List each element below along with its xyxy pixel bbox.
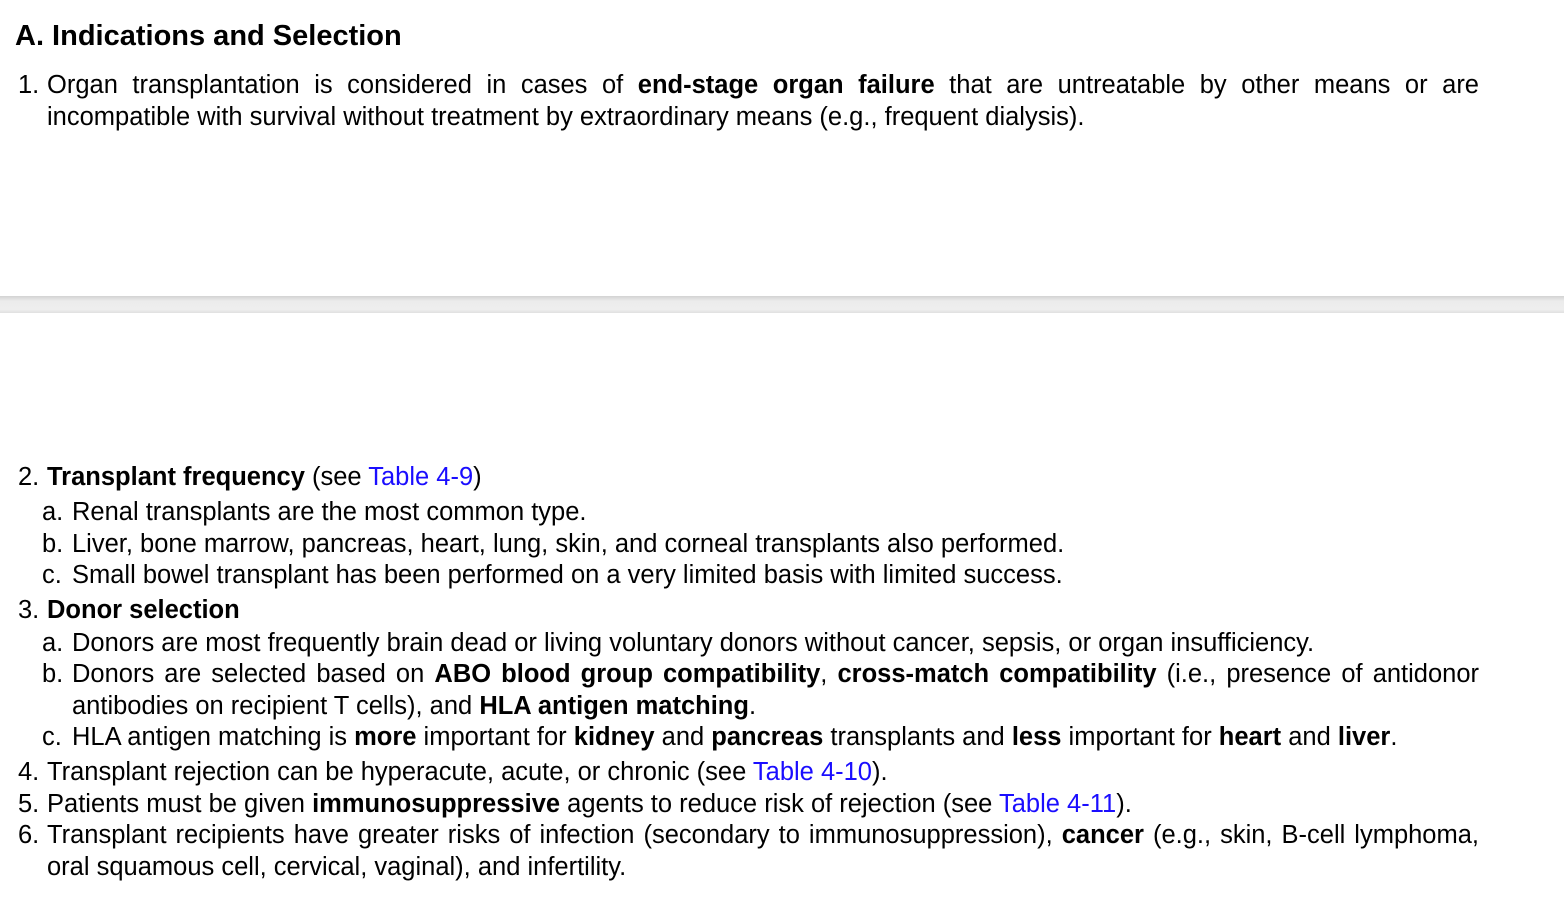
list-number: 6. bbox=[18, 821, 40, 849]
text-segment: Organ transplantation is considered in cases of bbox=[47, 71, 638, 99]
document-page-1 bbox=[0, 0, 1564, 296]
bold-term: immunosuppressive bbox=[312, 790, 561, 818]
text-segment: HLA antigen matching is bbox=[72, 723, 355, 751]
bold-term: ABO blood group compatibility bbox=[434, 660, 821, 688]
text-segment: and bbox=[654, 723, 712, 751]
text-segment: transplants and bbox=[823, 723, 1012, 751]
list-number: 2. bbox=[18, 463, 40, 491]
text-segment: (i.e., presence of antidonor antibodies on recipient T cells), and bbox=[72, 660, 1480, 720]
bold-term: end-stage organ failure bbox=[637, 71, 935, 99]
list-item-i2a bbox=[42, 497, 1479, 529]
text-segment: Transplant rejection can be hyperacute, acute, or chronic (see bbox=[47, 758, 753, 786]
text-segment: important for bbox=[416, 723, 574, 751]
text-segment: (e.g., skin, B-cell lymphoma, oral squamous cell, cervical, vaginal), and infertility. bbox=[47, 821, 1479, 881]
text-segment: and bbox=[1281, 723, 1338, 751]
text-segment: ). bbox=[1116, 790, 1132, 818]
bold-term: pancreas bbox=[711, 723, 824, 751]
list-item-i5 bbox=[18, 789, 1479, 821]
text-segment: important for bbox=[1061, 723, 1219, 751]
list-number: a. bbox=[42, 498, 64, 526]
text-segment: Renal transplants are the most common type. bbox=[72, 498, 587, 526]
list-item-i3a bbox=[42, 628, 1479, 660]
list-number: b. bbox=[42, 530, 64, 558]
text-segment: Donors are selected based on bbox=[72, 660, 435, 688]
text-segment: Transplant recipients have greater risks of infection (secondary to immunosuppression), bbox=[47, 821, 1062, 849]
page-break bbox=[0, 296, 1564, 313]
table-link[interactable]: Table 4-10 bbox=[752, 758, 872, 786]
list-number: b. bbox=[42, 660, 64, 688]
list-item-i3c bbox=[42, 722, 1479, 754]
bold-term: Transplant frequency bbox=[47, 463, 305, 491]
list-item-i3b bbox=[42, 659, 1479, 722]
bold-term: liver bbox=[1337, 723, 1391, 751]
list-number: 3. bbox=[18, 596, 40, 624]
bold-term: HLA antigen matching bbox=[479, 691, 749, 720]
text-segment: Small bowel transplant has been performed on a very limited basis with limited success. bbox=[72, 561, 1063, 589]
text-segment: Liver, bone marrow, pancreas, heart, lung, skin, and corneal transplants also performed. bbox=[72, 530, 1065, 558]
bold-term: kidney bbox=[573, 723, 655, 751]
text-segment: , bbox=[820, 660, 838, 688]
bold-term: Donor selection bbox=[47, 596, 240, 624]
list-item-i3 bbox=[18, 595, 1479, 627]
list-number: c. bbox=[42, 561, 62, 589]
list-item-i6 bbox=[18, 820, 1479, 883]
bold-term: cancer bbox=[1061, 821, 1144, 849]
table-link[interactable]: Table 4-9 bbox=[368, 463, 474, 491]
list-item-i4 bbox=[18, 757, 1479, 789]
list-number: a. bbox=[42, 629, 64, 657]
list-item-i1 bbox=[18, 70, 1479, 133]
bold-term: more bbox=[354, 723, 417, 751]
text-segment: Patients must be given bbox=[47, 790, 313, 818]
text-segment: ) bbox=[473, 463, 482, 491]
text-segment: agents to reduce risk of rejection (see bbox=[560, 790, 999, 818]
text-segment: . bbox=[748, 691, 757, 720]
text-segment: (see bbox=[304, 463, 369, 491]
list-number: 5. bbox=[18, 790, 40, 818]
bold-term: cross-match compatibility bbox=[837, 660, 1157, 688]
section-heading: A. Indications and Selection bbox=[15, 20, 402, 52]
text-segment: ). bbox=[872, 758, 888, 786]
bold-term: heart bbox=[1218, 723, 1282, 751]
list-number: c. bbox=[42, 723, 62, 751]
text-segment: . bbox=[1390, 723, 1398, 751]
document-page-2 bbox=[0, 313, 1564, 902]
list-item-i2 bbox=[18, 462, 1479, 494]
list-number: 4. bbox=[18, 758, 40, 786]
list-item-i2c bbox=[42, 560, 1479, 592]
text-segment: that are untreatable by other means or are incompatible with survival without treatment by extraordinary means (e.g., frequent dialysis). bbox=[47, 71, 1479, 131]
text-segment: Donors are most frequently brain dead or living voluntary donors without cancer, sepsis, or organ insufficiency. bbox=[72, 629, 1315, 657]
list-number: 1. bbox=[18, 71, 40, 99]
bold-term: less bbox=[1011, 723, 1062, 751]
table-link[interactable]: Table 4-11 bbox=[999, 790, 1117, 818]
list-item-i2b bbox=[42, 529, 1479, 561]
